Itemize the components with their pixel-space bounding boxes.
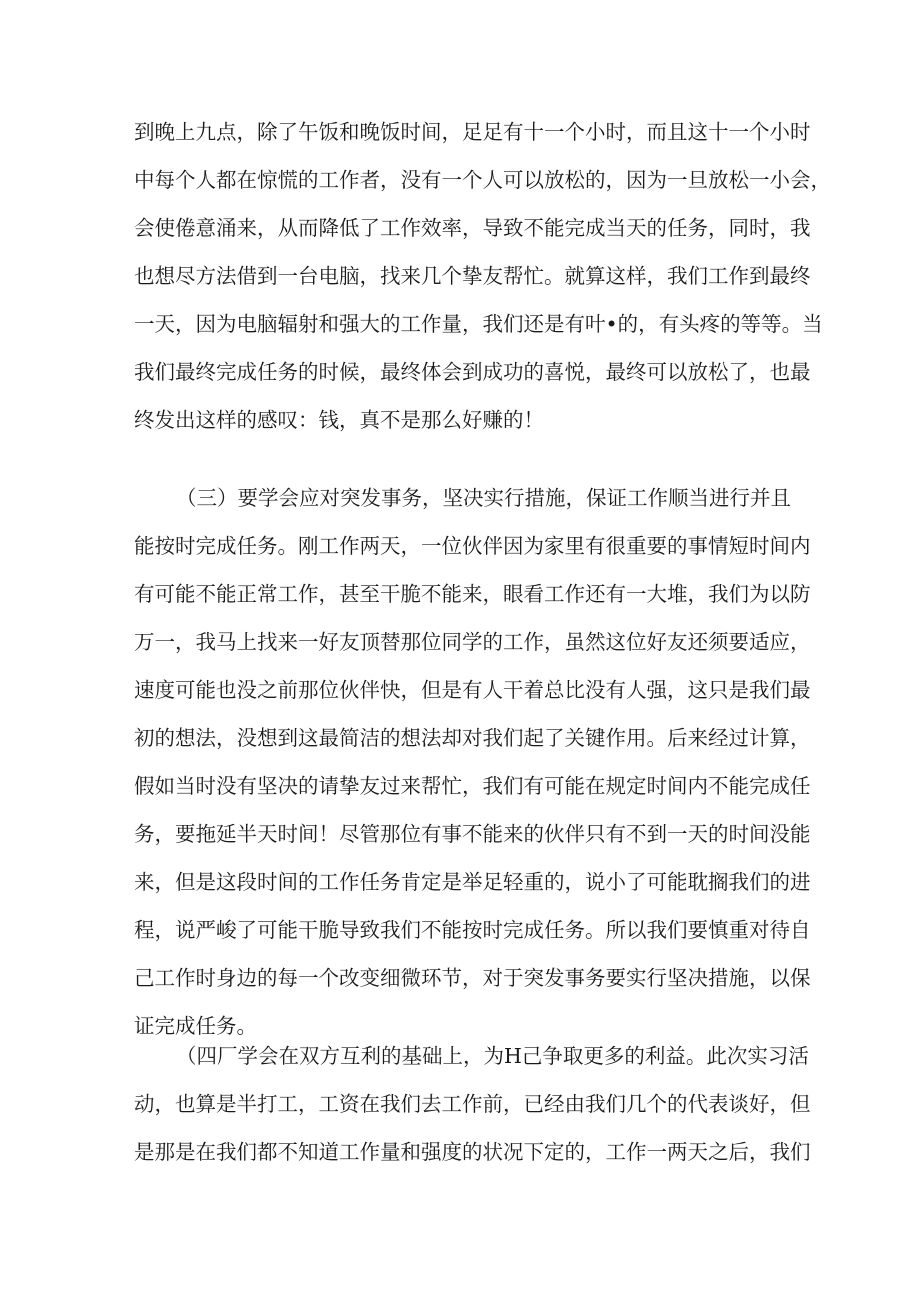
text-line: 到晚上九点，除了午饭和晚饭时间，足足有十一个小时，而且这十一个小时 [134,120,811,144]
text-line: 来，但是这段时间的工作任务肯定是举足轻重的，说小了可能耽搁我们的进 [134,870,811,894]
text-line: 一天，因为电脑辐射和强大的工作量，我们还是有叶•的，有头疼的等等。当 [134,312,823,336]
text-line: 务，要拖延半天时间！尽管那位有事不能来的伙伴只有不到一天的时间没能 [134,822,811,846]
text-line: 有可能不能正常工作，甚至干脆不能来，眼看工作还有一大堆，我们为以防 [134,582,811,606]
text-line: 初的想法，没想到这最简洁的想法却对我们起了关键作用。后来经过计算， [134,726,811,750]
text-line: 假如当时没有坚决的请挚友过来帮忙，我们有可能在规定时间内不能完成任 [134,774,811,798]
paragraph-continuation [134,108,831,444]
text-line: 中每个人都在惊慌的工作者，没有一个人可以放松的，因为一旦放松一小会， [134,168,831,192]
text-line: 是那是在我们都不知道工作量和强度的状况下定的，工作一两天之后，我们 [134,1140,811,1164]
text-line: （四厂学会在双方互利的基础上，为H己争取更多的利益。此次实习活 [176,1044,809,1068]
text-line: 证完成任务。 [134,1014,257,1038]
text-line: 速度可能也没之前那位伙伴快，但是有人干着总比没有人强，这只是我们最 [134,678,811,702]
text-line: 程，说严峻了可能干脆导致我们不能按时完成任务。所以我们要慎重对待自 [134,918,811,942]
text-line: 己工作时身边的每一个改变细微环节，对于突发事务要实行坚决措施，以保 [134,966,811,990]
text-line: 动，也算是半打工，工资在我们去工作前，已经由我们几个的代表谈好，但 [134,1092,811,1116]
text-line: 会使倦意涌来，从而降低了工作效率，导致不能完成当天的任务，同时，我 [134,216,811,240]
paragraph-section-four [134,1032,811,1176]
text-line: 我们最终完成任务的时候，最终体会到成功的喜悦，最终可以放松了，也最 [134,360,811,384]
paragraph-section-three [134,474,811,1050]
text-line: （三）要学会应对突发事务，坚决实行措施，保证工作顺当进行并且 [176,486,791,510]
text-line: 也想尽方法借到一台电脑，找来几个挚友帮忙。就算这样，我们工作到最终 [134,264,811,288]
text-line: 终发出这样的感叹：钱，真不是那么好赚的！ [134,408,544,432]
text-line: 万一，我马上找来一好友顶替那位同学的工作，虽然这位好友还须要适应， [134,630,811,654]
text-line: 能按时完成任务。刚工作两天，一位伙伴因为家里有很重要的事情短时间内 [134,534,811,558]
